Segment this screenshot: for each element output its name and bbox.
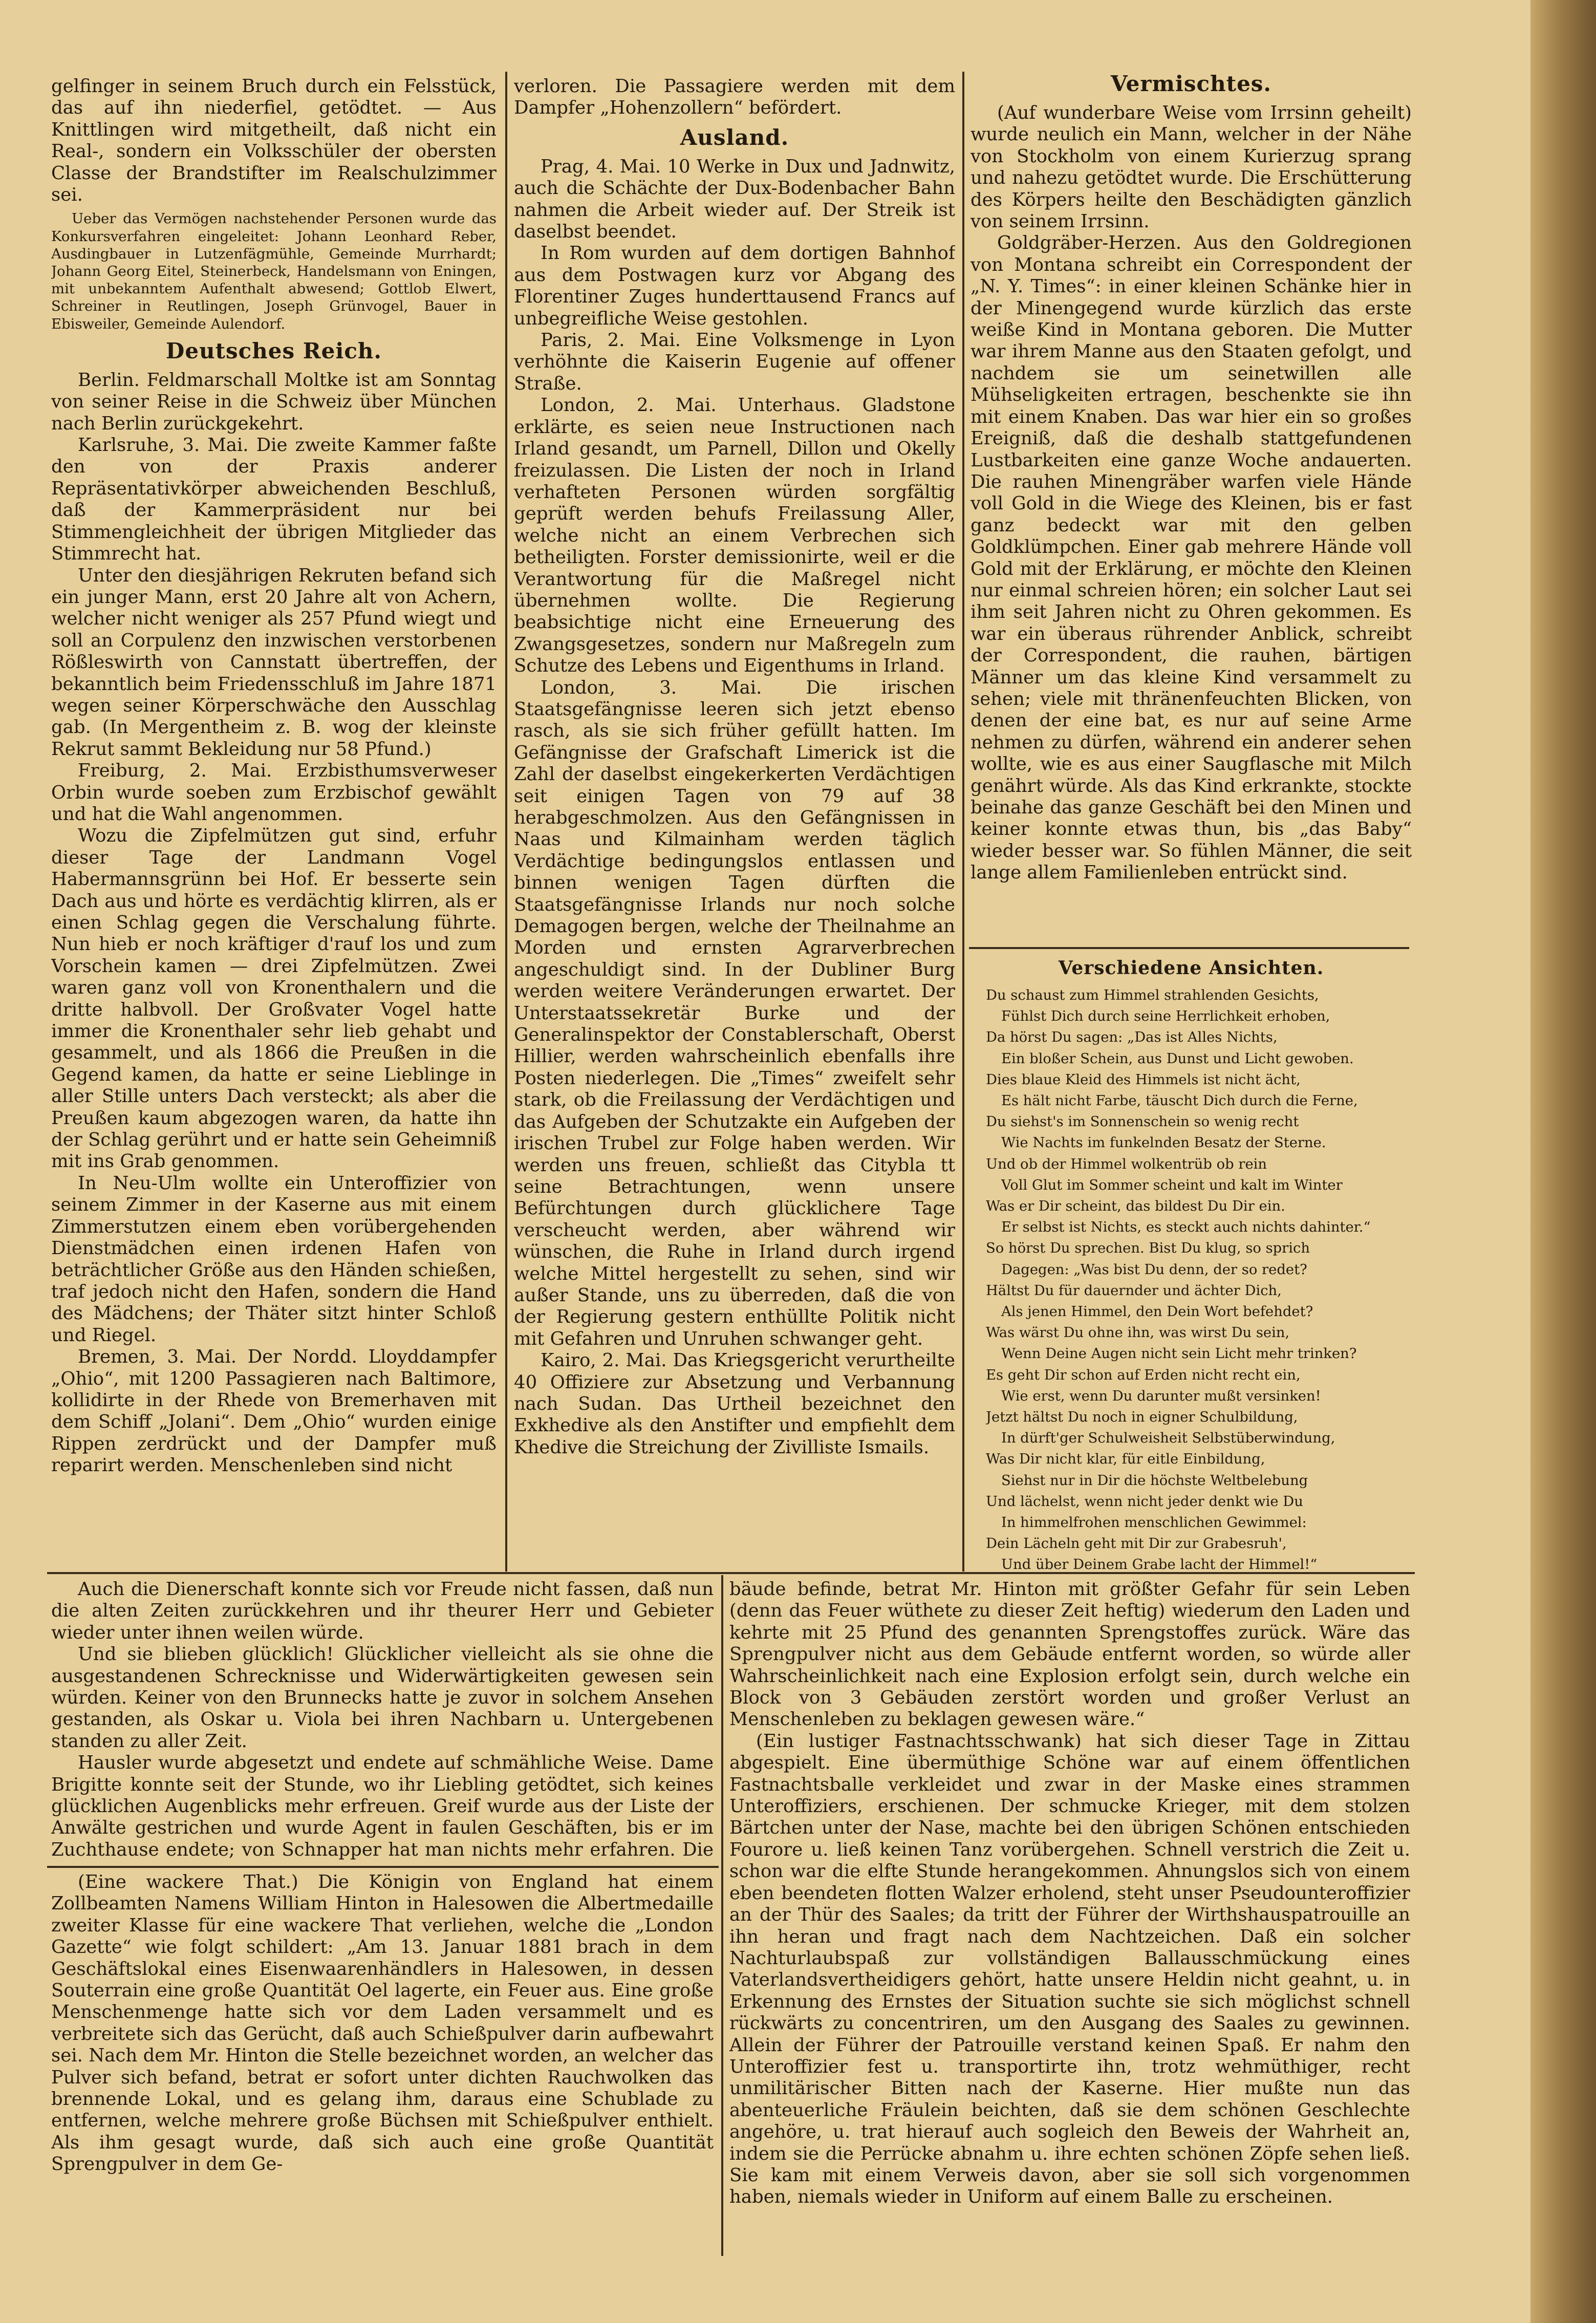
- column-2: [514, 76, 955, 1569]
- poem-block: [970, 955, 1412, 1569]
- lower-left-column: [51, 1579, 714, 1860]
- article-zipfelmuetzen: Wozu die Zipfelmützen gut sind, erfuhr dieser Tage der Landmann Vogel Habermannsgrünn bei Hof. Er besserte sein Dach aus und hörte es verdächtig klirren, als er einen Schlag gegen die Verschalung führte. Nun hieb er noch kräftiger d'rauf los und zum Vorschein kamen — drei Zipfelmützen. Zwei waren ganz voll von Kronenthalern und die dritte halbvoll. Der Großvater Vogel hatte immer die Kronenthaler sehr lieb gehabt und gesammelt, und als 1866 die Preußen in die Gegend kamen, da hatte er seine Lieblinge in aller Stille unters Dach versteckt; als aber die Preußen kaum abgezogen waren, da hatte ihn der Schlag gerührt und er hatte sein Geheimniß mit ins Grab genommen.: [51, 825, 497, 1172]
- article-bremen: Bremen, 3. Mai. Der Nordd. Lloyddampfer „Ohio“, mit 1200 Passagieren nach Baltimore, kollidirte in der Rhede von Bremerhaven mit dem Schiff „Jolani“. Dem „Ohio“ wurden einige Rippen zerdrückt und der Dampfer muß reparirt werden. Menschenleben sind nicht: [51, 1346, 497, 1476]
- poem-line: Was er Dir scheint, das bildest Du Dir ein.: [986, 1198, 1285, 1215]
- poem-line: Es hält nicht Farbe, täuscht Dich durch die Ferne,: [1001, 1093, 1358, 1109]
- article-berlin: Berlin. Feldmarschall Moltke ist am Sonntag von seiner Reise in die Schweiz über München nach Berlin zurückgekehrt.: [51, 369, 497, 434]
- book-binding-edge: [1530, 0, 1596, 2323]
- poem-line: Wie Nachts im funkelnden Besatz der Sterne.: [1001, 1135, 1326, 1151]
- lower-right-column: [729, 1579, 1410, 2260]
- article-fragment: verloren. Die Passagiere werden mit dem Dampfer „Hohenzollern“ befördert.: [514, 76, 955, 119]
- section-heading-vermischtes: Vermischtes.: [1110, 71, 1272, 96]
- column-3: [970, 66, 1412, 942]
- poem-line: So hörst Du sprechen. Bist Du klug, so sprich: [986, 1240, 1310, 1257]
- article-rom: In Rom wurden auf dem dortigen Bahnhof aus dem Postwagen kurz vor Abgang des Florentiner Zuges hunderttausend Francs auf unbegreifliche Weise gestohlen.: [514, 243, 955, 329]
- article-fragment: gelfinger in seinem Bruch durch ein Felsstück, das auf ihn niederfiel, getödtet. — Aus Knittlingen wird mitgetheilt, daß nicht ein Real-, sondern ein Volksschüler der obersten Classe der Brandstifter im Realschulzimmer sei.: [51, 76, 497, 206]
- article-london-1: London, 2. Mai. Unterhaus. Gladstone erklärte, es seien neue Instructionen nach Irland gesandt, um Parnell, Dillon und Okelly freizulassen. Die Listen der noch in Irland verhafteten Personen würden sorgfältig geprüft werden behufs Freilassung Aller, welche nicht an einem Verbrechen sich betheiligten. Forster demissionirte, weil er die Verantwortung für die Maßregel nicht übernehmen wollte. Die Regierung beabsichtige nicht eine Erneuerung des Zwangsgesetzes, sondern nur Maßregeln zum Schutze des Lebens und Eigenthums in Irland.: [514, 395, 955, 677]
- section-heading-deutsches-reich: Deutsches Reich.: [165, 338, 382, 363]
- column-divider: [962, 72, 964, 1572]
- poem-line: Da hörst Du sagen: „Das ist Alles Nichts,: [986, 1029, 1278, 1046]
- poem-line: Dagegen: „Was bist Du denn, der so redet?: [1001, 1261, 1307, 1278]
- story-divider: [969, 947, 1409, 949]
- article-wackere-that-cont: bäude befinde, betrat Mr. Hinton mit größter Gefahr für sein Leben (denn das Feuer wüthete zu dieser Zeit heftig) wiederum den Laden und kehrte mit 25 Pfund des genannten Sprengstoffes zurück. Wäre das Sprengpulver nicht aus dem Gebäude entfernt worden, so würde aller Wahrscheinlichkeit nach eine Explosion erfolgt sein, durch welche ein Block von 3 Gebäuden zerstört worden und großer Verlust an Menschenleben zu beklagen gewesen wäre.“: [729, 1579, 1410, 1730]
- story-ending-p2: Und sie blieben glücklich! Glücklicher vielleicht als sie ohne die ausgestandenen Schrecknisse und Widerwärtigkeiten gewesen sein würden. Keiner von den Brunnecks hatte je zuvor in solchem Ansehen gestanden, als Oskar u. Viola bei ihren Nachbarn u. Untergebenen standen zu aller Zeit.: [51, 1644, 714, 1752]
- poem-line: Wie erst, wenn Du darunter mußt versinken!: [1001, 1388, 1321, 1404]
- poem-title: Verschiedene Ansichten.: [1058, 957, 1324, 979]
- poem-line: Siehst nur in Dir die höchste Weltbelebung: [1001, 1472, 1308, 1489]
- article-rekruten: Unter den diesjährigen Rekruten befand sich ein junger Mann, erst 20 Jahre alt von Achern, welcher nicht weniger als 257 Pfund wiegt und soll an Corpulenz den inzwischen verstorbenen Rößleswirth von Cannstatt übertreffen, der bekanntlich beim Friedensschluß im Jahre 1871 wegen seiner Körperschwäche den Ausschlag gab. (In Mergentheim z. B. wog der kleinste Rekrut sammt Bekleidung nur 58 Pfund.): [51, 565, 497, 760]
- poem-line: Wenn Deine Augen nicht sein Licht mehr trinken?: [1001, 1346, 1357, 1362]
- lower-left-column-2: [51, 1872, 714, 2261]
- poem-line: Dein Lächeln geht mit Dir zur Grabesruh',: [986, 1536, 1287, 1552]
- poem-line: Und über Deinem Grabe lacht der Himmel!“: [1001, 1557, 1318, 1569]
- section-divider: [47, 1572, 1415, 1574]
- article-london-2: London, 3. Mai. Die irischen Staatsgefängnisse leeren sich jetzt ebenso rasch, als sie sich früher gefüllt hatten. Im Gefängnisse der Grafschaft Limerick ist die Zahl der daselbst eingekerkerten Verdächtigen seit einigen Tagen von 79 auf 38 herabgeschmolzen. Aus den Gefängnissen in Naas und Kilmainham werden täglich Verdächtige bedingungslos entlassen und binnen wenigen Tagen dürften die Staatsgefängnisse Irlands nur noch solche Demagogen bergen, welche der Theilnahme an Morden und ernsten Agrarverbrechen angeschuldigt sind. In der Dubliner Burg werden weitere Veränderungen erwartet. Der Unterstaatssekretär Burke und der Generalinspektor der Constablerschaft, Oberst Hillier, werden wahrscheinlich ebenfalls ihre Posten niederlegen. Die „Times“ zweifelt sehr stark, ob die Freilassung der Verdächtigen und das Aufgeben der Schutzakte ein Aufgeben der irischen Trubel zur Folge haben werden. Wir werden uns freuen, schließt das Citybla tt seine Betrachtungen, wenn unsere Befürchtungen durch glücklichere Tage verscheucht werden, aber während wir wünschen, die Ruhe in Irland durch irgend welche Mittel hergestellt zu sehen, sind wir außer Stande, uns zu überreden, daß die von der Regierung gestern enthüllte Politik nicht mit Gefahren und Unruhen schwanger geht.: [514, 677, 955, 1349]
- column-divider: [505, 72, 507, 1572]
- poem-line: Voll Glut im Sommer scheint und kalt im Winter: [1001, 1177, 1343, 1193]
- poem-line: Fühlst Dich durch seine Herrlichkeit erhoben,: [1001, 1008, 1330, 1025]
- bankruptcy-notice: [51, 210, 497, 332]
- poem-line: In himmelfrohen menschlichen Gewimmel:: [1001, 1515, 1307, 1531]
- poem-line: Und lächelst, wenn nicht jeder denkt wie Du: [986, 1493, 1303, 1510]
- article-neu-ulm: In Neu-Ulm wollte ein Unteroffizier von seinem Zimmer in der Kaserne aus mit einem Zimmerstutzen einem eben vorübergehenden Dienstmädchen einen irdenen Hafen von beträchtlicher Größe aus den Händen schießen, traf jedoch nicht den Hafen, sondern die Hand des Mädchens; der Thäter sitzt hinter Schloß und Riegel.: [51, 1172, 497, 1346]
- poem-line: Und ob der Himmel wolkentrüb ob rein: [986, 1156, 1267, 1172]
- poem-line: Es geht Dir schon auf Erden nicht recht ein,: [986, 1367, 1301, 1383]
- article-karlsruhe: Karlsruhe, 3. Mai. Die zweite Kammer faßte den von der Praxis anderer Repräsentativkörper abweichenden Beschluß, daß der Kammerpräsident nur bei Stimmengleichheit der übrigen Mitglieder das Stimmrecht hat.: [51, 435, 497, 565]
- poem-line: Du schaust zum Himmel strahlenden Gesichts,: [986, 987, 1319, 1003]
- poem-line: Ein bloßer Schein, aus Dunst und Licht gewoben.: [1001, 1050, 1354, 1067]
- article-kairo: Kairo, 2. Mai. Das Kriegsgericht verurtheilte 40 Offiziere zur Absetzung und Verbannung nach Sudan. Das Urtheil bezeichnet den Exkhedive als den Anstifter und empfiehlt dem Khedive die Streichung der Zivilliste Ismails.: [514, 1350, 955, 1458]
- poem-line: Er selbst ist Nichts, es steckt auch nichts dahinter.“: [1001, 1219, 1371, 1236]
- article-paris: Paris, 2. Mai. Eine Volksmenge in Lyon verhöhnte die Kaiserin Eugenie auf offener Straße.: [514, 330, 955, 394]
- column-divider: [721, 1575, 723, 2256]
- poem-line: In dürft'ger Schulweisheit Selbstüberwindung,: [1001, 1430, 1335, 1447]
- story-ending-p3: Hausler wurde abgesetzt und endete auf schmähliche Weise. Dame Brigitte konnte seit der Stunde, wo ihr Liebling getödtet, sich keines glücklichen Augenblicks mehr erfreuen. Greif wurde aus der Liste der Anwälte gestrichen und wurde Agent in faulen Geschäften, bis er im Zuchthause endete; von Schnapper hat man nichts mehr erfahren. Die: [51, 1752, 714, 1860]
- poem-line: Was wärst Du ohne ihn, was wirst Du sein,: [986, 1325, 1290, 1341]
- notice-text: Ueber das Vermögen nachstehender Personen wurde das Konkursverfahren eingeleitet: Johann Leonhard Reber, Ausdingbauer in Lutzenfägmühle, Gemeinde Murrhardt; Johann Georg Eitel, Steinerbeck, Handelsmann von Eningen, mit unbekanntem Aufenthalt abwesend; Gottlob Elwert, Schreiner in Reutlingen, Joseph Grünvogel, Bauer in Ebisweiler, Gemeinde Aulendorf.: [51, 210, 497, 332]
- article-irrsinn: (Auf wunderbare Weise vom Irrsinn geheilt) wurde neulich ein Mann, welcher in der Nähe von Stockholm von einem Kurierzug sprang und nahezu getödtet wurde. Die Erschütterung des Körpers heilte den Beschädigten gänzlich von seinem Irrsinn.: [970, 102, 1412, 232]
- poem-line: Als jenen Himmel, den Dein Wort befehdet?: [1001, 1304, 1313, 1320]
- column-1: [51, 76, 497, 1569]
- poem-line: Was Dir nicht klar, für eitle Einbildung,: [986, 1451, 1265, 1468]
- article-goldgraeber: Goldgräber-Herzen. Aus den Goldregionen von Montana schreibt ein Correspondent der „N. Y. Times“: in einer kleinen Schänke hier in der Minengegend wurde kürzlich das erste weiße Kind in Montana geboren. Die Mutter war ihrem Manne aus den Staaten gefolgt, und nachdem sie um seinetwillen alle Mühseligkeiten ertragen, beschenkte sie ihn mit einem Knaben. Das war hier ein so großes Ereigniß, daß die deshalb stattgefundenen Lustbarkeiten eine ganze Woche andauerten. Die rauhen Minengräber warfen viele Hände voll Gold in die Wiege des Kleinen, bis er fast ganz bedeckt war mit den gelben Goldklümpchen. Einer gab mehrere Hände voll Gold mit der Erklärung, er möchte den Kleinen nur einmal schreien hören; ein solcher Laut sei ihm seit Jahren nicht zu Ohren gekommen. Es war ein überaus rührender Anblick, schreibt der Correspondent, die rauhen, bärtigen Männer um das kleine Kind versammelt zu sehen; viele mit thränenfeuchten Blicken, von denen der eine bat, es nur auf seine Arme nehmen zu dürfen, während ein anderer sehen wollte, wie es aus einer Saugflasche mit Milch genährt würde. Als das Kind erkrankte, stockte beinahe das ganze Geschäft bei den Minen und keiner konnte etwas thun, bis „das Baby“ wieder besser war. So fühlen Männer, die seit lange allem Familienleben entrückt sind.: [970, 232, 1412, 884]
- poem-line: Hältst Du für dauernder und ächter Dich,: [986, 1282, 1282, 1299]
- poem-lines: [986, 985, 1412, 1569]
- story-ending-p1: Auch die Dienerschaft konnte sich vor Freude nicht fassen, daß nun die alten Zeiten zurückkehren und ihr theurer Herr und Gebieter wieder unter ihnen weilen würde.: [51, 1579, 714, 1643]
- article-prag: Prag, 4. Mai. 10 Werke in Dux und Jadnwitz, auch die Schächte der Dux-Bodenbacher Bahn nahmen die Arbeit wieder auf. Der Streik ist daselbst beendet.: [514, 156, 955, 243]
- article-fastnachtsschwank: (Ein lustiger Fastnachtsschwank) hat sich dieser Tage in Zittau abgespielt. Eine übermüthige Schöne war auf einem öffentlichen Fastnachtsballe verkleidet und zwar in der Maske eines strammen Unteroffiziers, erschienen. Der schmucke Krieger, mit dem stolzen Bärtchen unter der Nase, machte bei den übrigen Schönen entschieden Fourore u. ließ keinen Tanz vorübergehen. Schnell verstrich die Zeit u. schon war die elfte Stunde herangekommen. Ahnungslos sich von einem eben beendeten flotten Walzer erholend, steht unser Pseudounteroffizier an der Thür des Saales; da tritt der Führer der Wirthshauspatrouille an ihn heran und fragt nach dem Nachtzeichen. Daß ein solcher Nachturlaubspaß zur vollständigen Ballausschmückung eines Vaterlandsvertheidigers gehört, hatte unsere Heldin nicht geahnt, u. in Erkennung des Ernstes der Situation suchte sie sich möglichst schnell rückwärts zu concentriren, um den Ausgang des Saales zu gewinnen. Allein der Führer der Patrouille verstand keinen Spaß. Er nahm den Unteroffizier fest u. transportirte ihn, trotz wehmüthiger, recht unmilitärischer Bitten nach der Kaserne. Hier mußte nun das abenteuerliche Fräulein beichten, daß sie dem schönen Geschlechte angehöre, u. trat hierauf auch sogleich den Beweis der Wahrheit an, indem sie die Perrücke abnahm u. ihre echten schönen Zöpfe sehen ließ. Sie kam mit einem Verweis davon, aber sie soll sich vorgenommen haben, niemals wieder in Uniform auf einem Balle zu erscheinen.: [729, 1730, 1410, 2208]
- section-heading-ausland: Ausland.: [680, 124, 789, 150]
- poem-line: Jetzt hältst Du noch in eigner Schulbildung,: [986, 1409, 1298, 1426]
- story-divider: [47, 1866, 719, 1868]
- article-wackere-that: (Eine wackere That.) Die Königin von England hat einem Zollbeamten Namens William Hinton in Halesowen die Albertmedaille zweiter Klasse für eine wackere That verliehen, welche die „London Gazette“ wie folgt schildert: „Am 13. Januar 1881 brach in dem Geschäftslokal eines Eisenwaarenhändlers in Halesowen, in dessen Souterrain eine große Quantität Oel lagerte, ein Feuer aus. Eine große Menschenmenge hatte sich vor dem Laden versammelt und es verbreitete sich das Gerücht, daß auch Schießpulver darin aufbewahrt sei. Nach dem Mr. Hinton die Stelle bezeichnet worden, an welcher das Pulver sich befand, betrat er sofort unter dichten Rauchwolken das brennende Lokal, und es gelang ihm, daraus eine Schublade zu entfernen, welche mehrere große Büchsen mit Schießpulver enthielt. Als ihm gesagt wurde, daß sich auch eine große Quantität Sprengpulver in dem Ge-: [51, 1872, 714, 2175]
- poem-line: Dies blaue Kleid des Himmels ist nicht ächt,: [986, 1071, 1301, 1088]
- poem-line: Du siehst's im Sonnenschein so wenig recht: [986, 1114, 1299, 1130]
- article-freiburg: Freiburg, 2. Mai. Erzbisthumsverweser Orbin wurde soeben zum Erzbischof gewählt und hat die Wahl angenommen.: [51, 760, 497, 825]
